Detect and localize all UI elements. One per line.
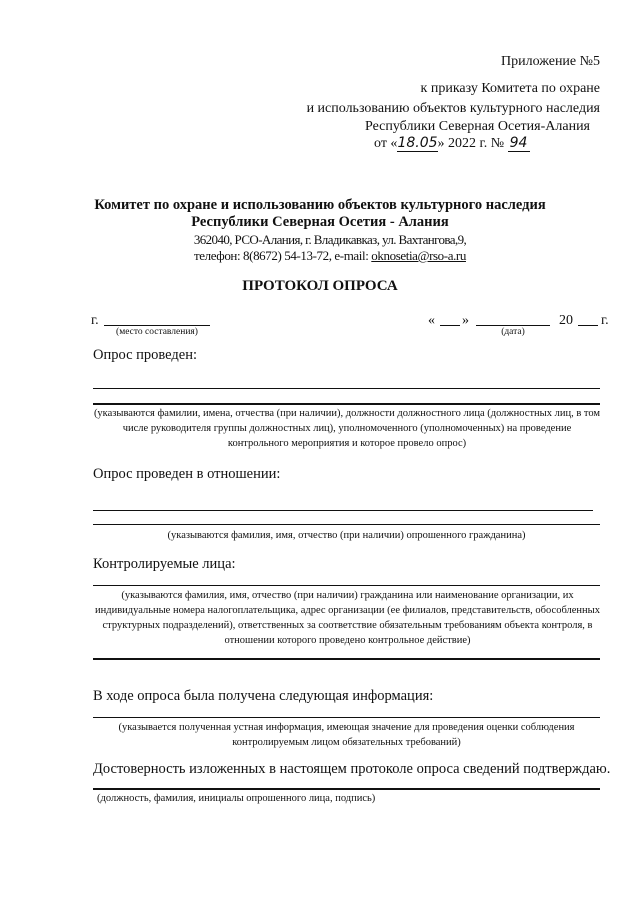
conducted-field-line-2[interactable] [93, 403, 600, 405]
committee-name-line-1: Комитет по охране и использованию объектов культурного наследия [94, 197, 546, 213]
committee-email-link[interactable]: oknosetia@rso-a.ru [371, 248, 466, 263]
confirm-caption: (должность, фамилия, инициалы опрошенного лица, подпись) [97, 793, 376, 804]
date-month-line[interactable] [476, 325, 550, 326]
controlled-caption: (указываются фамилия, имя, отчество (при наличии) гражданина или наименование организации, их индивидуальные номера налогоплательщика, адрес организации (ее филиалов, представительств, обособленных структурных подразделений), ответственных за соответствие обязательным требованиям объекта контроля, в отношении которого проведено контрольное действие) [95, 590, 600, 646]
regarding-label: Опрос проведен в отношении: [93, 466, 281, 482]
appendix-title: Приложение №5 [501, 54, 600, 69]
committee-phone: телефон: 8(8672) 54-13-72, e-mail: [194, 248, 369, 263]
regarding-field-line-1[interactable] [93, 510, 593, 511]
date-day-line[interactable] [440, 325, 460, 326]
appendix-number-value: 94 [508, 136, 530, 152]
controlled-field-line-1[interactable] [93, 585, 600, 586]
appendix-date-value: 18.05 [397, 135, 438, 151]
committee-contacts [40, 247, 620, 264]
appendix-line-2: и использованию объектов культурного наследия [306, 101, 600, 116]
year-prefix: 20 [559, 313, 573, 328]
info-caption: (указывается полученная устная информация, имеющая значение для проведения оценки соблюдения контролируемым лицом обязательных требований) [118, 722, 575, 748]
appendix-date-mid: » 2022 г. № [437, 136, 505, 151]
committee-address: 362040, РСО-Алания, г. Владикавказ, ул. Вахтангова,9, [193, 232, 467, 247]
conducted-label: Опрос проведен: [93, 347, 198, 363]
info-field-line[interactable] [93, 717, 600, 718]
appendix-header [250, 53, 600, 98]
controlled-field-line-2[interactable] [93, 658, 600, 660]
confirm-signature-line[interactable] [93, 788, 600, 790]
confirm-label: Достоверность изложенных в настоящем протоколе опроса сведений подтверждаю. [93, 761, 611, 777]
committee-name-line-2: Республики Северная Осетия - Алания [191, 214, 449, 230]
date-close-quote: » [462, 313, 469, 328]
appendix-date-prefix: от « [374, 136, 398, 151]
place-city-prefix: г. [91, 313, 99, 328]
date-open-quote: « [428, 313, 435, 328]
info-label: В ходе опроса была получена следующая информация: [93, 688, 434, 704]
regarding-caption: (указываются фамилия, имя, отчество (при наличии) опрошенного гражданина) [167, 530, 526, 541]
date-caption: (дата) [501, 327, 525, 337]
place-caption: (место составления) [116, 327, 198, 337]
regarding-field-line-2[interactable] [93, 524, 600, 525]
appendix-date-line [374, 135, 574, 153]
appendix-line-1: к приказу Комитета по охране [420, 81, 600, 96]
place-field-line[interactable] [104, 325, 210, 326]
conducted-caption: (указываются фамилии, имена, отчества (при наличии), должности должностного лица (должностных лиц, в том числе руководителя группы должностных лиц), уполномоченного (уполномоченных) на проведение контрольного мероприятия и которое провело опрос) [93, 408, 601, 449]
year-line[interactable] [578, 325, 598, 326]
appendix-line-3: Республики Северная Осетия-Алания [365, 119, 590, 134]
conducted-field-line-1[interactable] [93, 388, 600, 389]
year-suffix: г. [601, 313, 609, 328]
protocol-title: ПРОТОКОЛ ОПРОСА [242, 278, 398, 294]
controlled-label: Контролируемые лица: [93, 556, 236, 572]
